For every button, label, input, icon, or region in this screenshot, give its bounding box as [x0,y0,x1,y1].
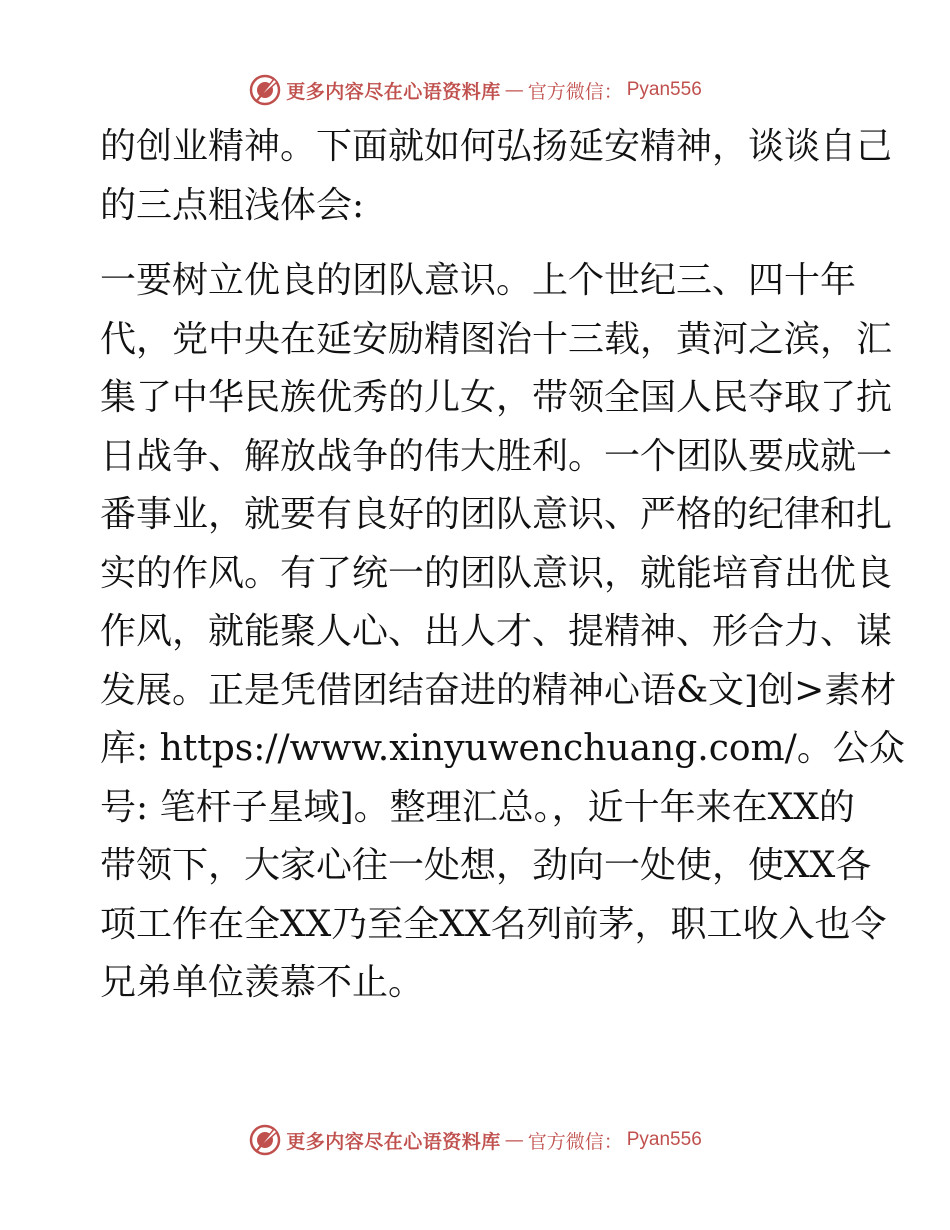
text-line: 日战争、解放战争的伟大胜利。一个团队要成就一 [100,435,893,477]
text-line: 的三点粗浅体会: [100,184,365,226]
text-line: 的创业精神。下面就如何弘扬延安精神，谈谈自己 [100,126,893,167]
text-line: 号: 笔杆子星域]。整理汇总。，近十年来在XX的 [100,786,855,828]
document-body [100,118,905,1013]
text-line: 库: https://www.xinyuwenchuang.com/。公众 [100,728,905,769]
watermark-brand-text: 更多内容尽在心语资料库 [286,80,501,103]
quill-logo-icon [248,73,282,107]
text-line: 作风，就能聚人心、出人才、提精神、形合力、谋 [100,611,893,652]
watermark-wechat-id: Pyan556 [626,1129,702,1150]
watermark-separator: — [504,79,524,101]
footer-watermark [0,1120,950,1160]
header-watermark [0,70,950,110]
text-line: 兄弟单位羡慕不止。 [100,962,425,1003]
text-line: 实的作风。有了统一的团队意识，就能培育出优良 [100,552,893,594]
text-line: 带领下，大家心往一处想，劲向一处使，使XX各 [100,845,872,886]
watermark-wechat-id: Pyan556 [626,79,702,100]
watermark-wechat-label: 官方微信： [527,1130,623,1153]
text-line: 集了中华民族优秀的儿女，带领全国人民夺取了抗 [100,377,893,418]
text-line: 代，党中央在延安励精图治十三载，黄河之滨，汇 [100,318,893,360]
text-line: 项工作在全XX乃至全XX名列前茅，职工收入也令 [100,903,887,945]
watermark-wechat-label: 官方微信： [527,80,623,103]
watermark-separator: — [504,1129,524,1151]
text-line: 发展。正是凭借团结奋进的精神心语&文]创>素材 [100,669,897,711]
paragraph-2 [100,252,905,1013]
text-line: 一要树立优良的团队意识。上个世纪三、四十年 [100,260,857,301]
watermark-brand-text: 更多内容尽在心语资料库 [286,1130,501,1153]
quill-logo-icon [248,1123,282,1157]
paragraph-1 [100,118,893,235]
text-line: 番事业，就要有良好的团队意识、严格的纪律和扎 [100,494,893,535]
